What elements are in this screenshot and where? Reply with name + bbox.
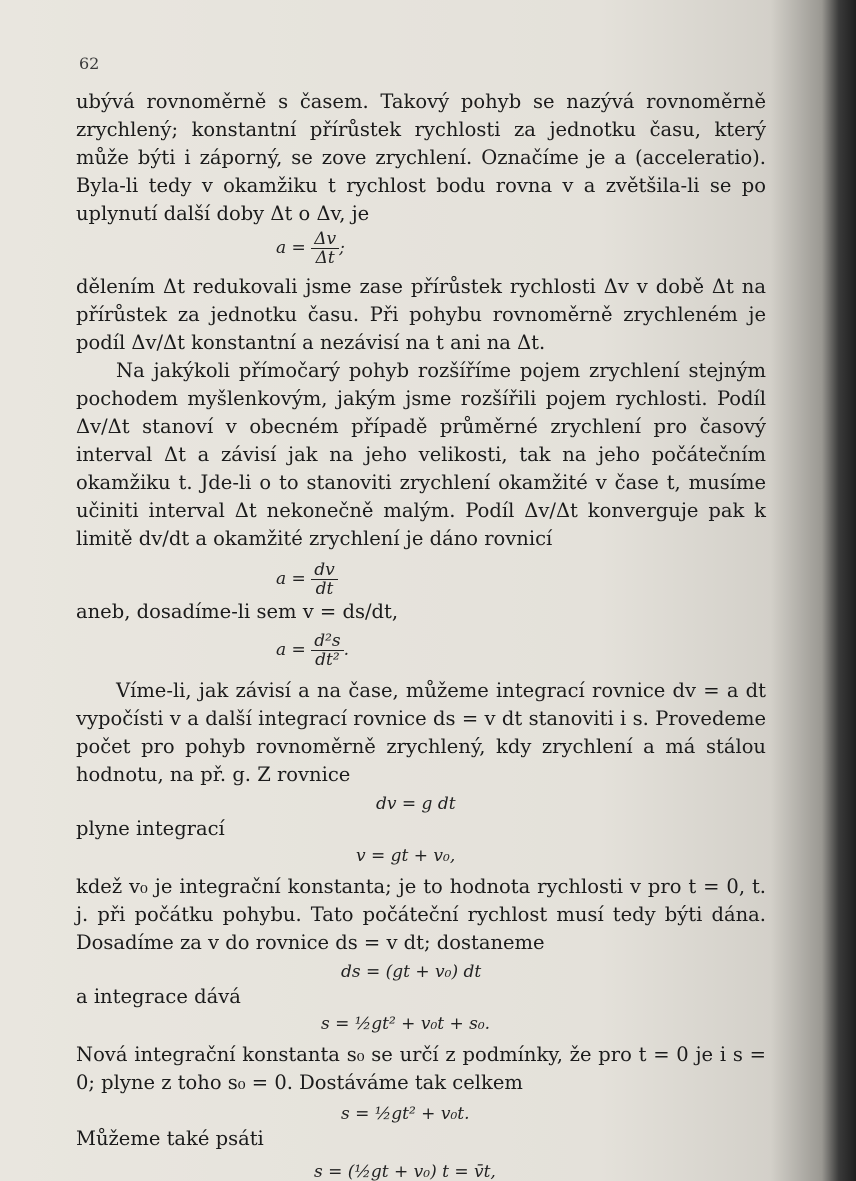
- equation-4: dv = g dt: [376, 794, 456, 814]
- page-text: [76, 88, 766, 1181]
- eq3-lhs: a =: [276, 640, 306, 660]
- page-number: 62: [79, 54, 100, 73]
- eq1-numerator: Δv: [311, 230, 339, 249]
- equation-6: ds = (gt + v₀) dt: [341, 962, 482, 982]
- eq1-tail: ;: [339, 238, 345, 258]
- equation-7: s = ½gt² + v₀t + s₀.: [321, 1014, 491, 1034]
- equation-5: v = gt + v₀,: [356, 846, 456, 866]
- eq2-lhs: a =: [276, 569, 306, 589]
- eq1-fraction: [311, 230, 339, 267]
- eq3-fraction: [311, 632, 343, 669]
- equation-3: [276, 632, 766, 669]
- eq3-numerator: d²s: [311, 632, 343, 651]
- equation-1: [276, 230, 766, 267]
- equation-9: s = (½gt + v₀) t = v̄t,: [314, 1162, 496, 1181]
- eq1-denominator: Δt: [315, 248, 335, 268]
- paragraph-1: ubývá rovnoměrně s časem. Takový pohyb se nazývá rovnoměrně zrychlený; konstantní přírůstek rychlosti za jednotku času, který může býti i záporný, se zove zrychlení. Označíme je a (acceleratio). Byla-li tedy v okamžiku t rychlost bodu rovna v a zvětšila-li se po uplynutí další doby Δt o Δv, je: [76, 90, 766, 225]
- paragraph-5: Víme-li, jak závisí a na čase, můžeme integrací rovnice dv = a dt vypočísti v a další integrací rovnice ds = v dt stanoviti i s. Provedeme počet pro pohyb rovnoměrně zrychlený, kdy zrychlení a má stálou hodnotu, na př. g. Z rovnice: [76, 679, 766, 786]
- paragraph-6: plyne integrací: [76, 817, 225, 840]
- eq3-tail: .: [343, 640, 350, 660]
- equation-8: s = ½gt² + v₀t.: [341, 1104, 470, 1124]
- paragraph-3: Na jakýkoli přímočarý pohyb rozšíříme pojem zrychlení stejným pochodem myšlenkovým, jakým jsme rozšířili pojem rychlosti. Podíl Δv/Δt stanoví v obecném případě průměrné zrychlení pro časový interval Δt a závisí jak na jeho velikosti, tak na jeho počátečním okamžiku t. Jde-li o to stanoviti zrychlení okamžité v čase t, musíme učiniti interval Δt nekonečně malým. Podíl Δv/Δt konverguje pak k limitě dv/dt a okamžité zrychlení je dáno rovnicí: [76, 359, 766, 550]
- paragraph-10: Můžeme také psáti: [76, 1127, 264, 1150]
- paragraph-9: Nová integrační konstanta s₀ se určí z podmínky, že pro t = 0 je i s = 0; plyne z toho s₀ = 0. Dostáváme tak celkem: [76, 1043, 766, 1094]
- eq1-lhs: a =: [276, 238, 306, 258]
- eq2-numerator: dv: [311, 561, 338, 580]
- equation-2: [276, 561, 766, 598]
- eq3-denominator: dt²: [315, 650, 340, 670]
- paragraph-7: kdež v₀ je integrační konstanta; je to hodnota rychlosti v pro t = 0, t. j. při počátku pohybu. Tato počáteční rychlost musí tedy býti dána. Dosadíme za v do rovnice ds = v dt; dostaneme: [76, 875, 766, 954]
- paragraph-4: aneb, dosadíme-li sem v = ds/dt,: [76, 600, 399, 623]
- paragraph-8: a integrace dává: [76, 985, 241, 1008]
- paragraph-2: dělením Δt redukovali jsme zase přírůstek rychlosti Δv v době Δt na přírůstek za jednotku času. Při pohybu rovnoměrně zrychleném je podíl Δv/Δt konstantní a nezávisí na t ani na Δt.: [76, 275, 766, 354]
- eq2-denominator: dt: [315, 579, 334, 599]
- eq2-fraction: [311, 561, 338, 598]
